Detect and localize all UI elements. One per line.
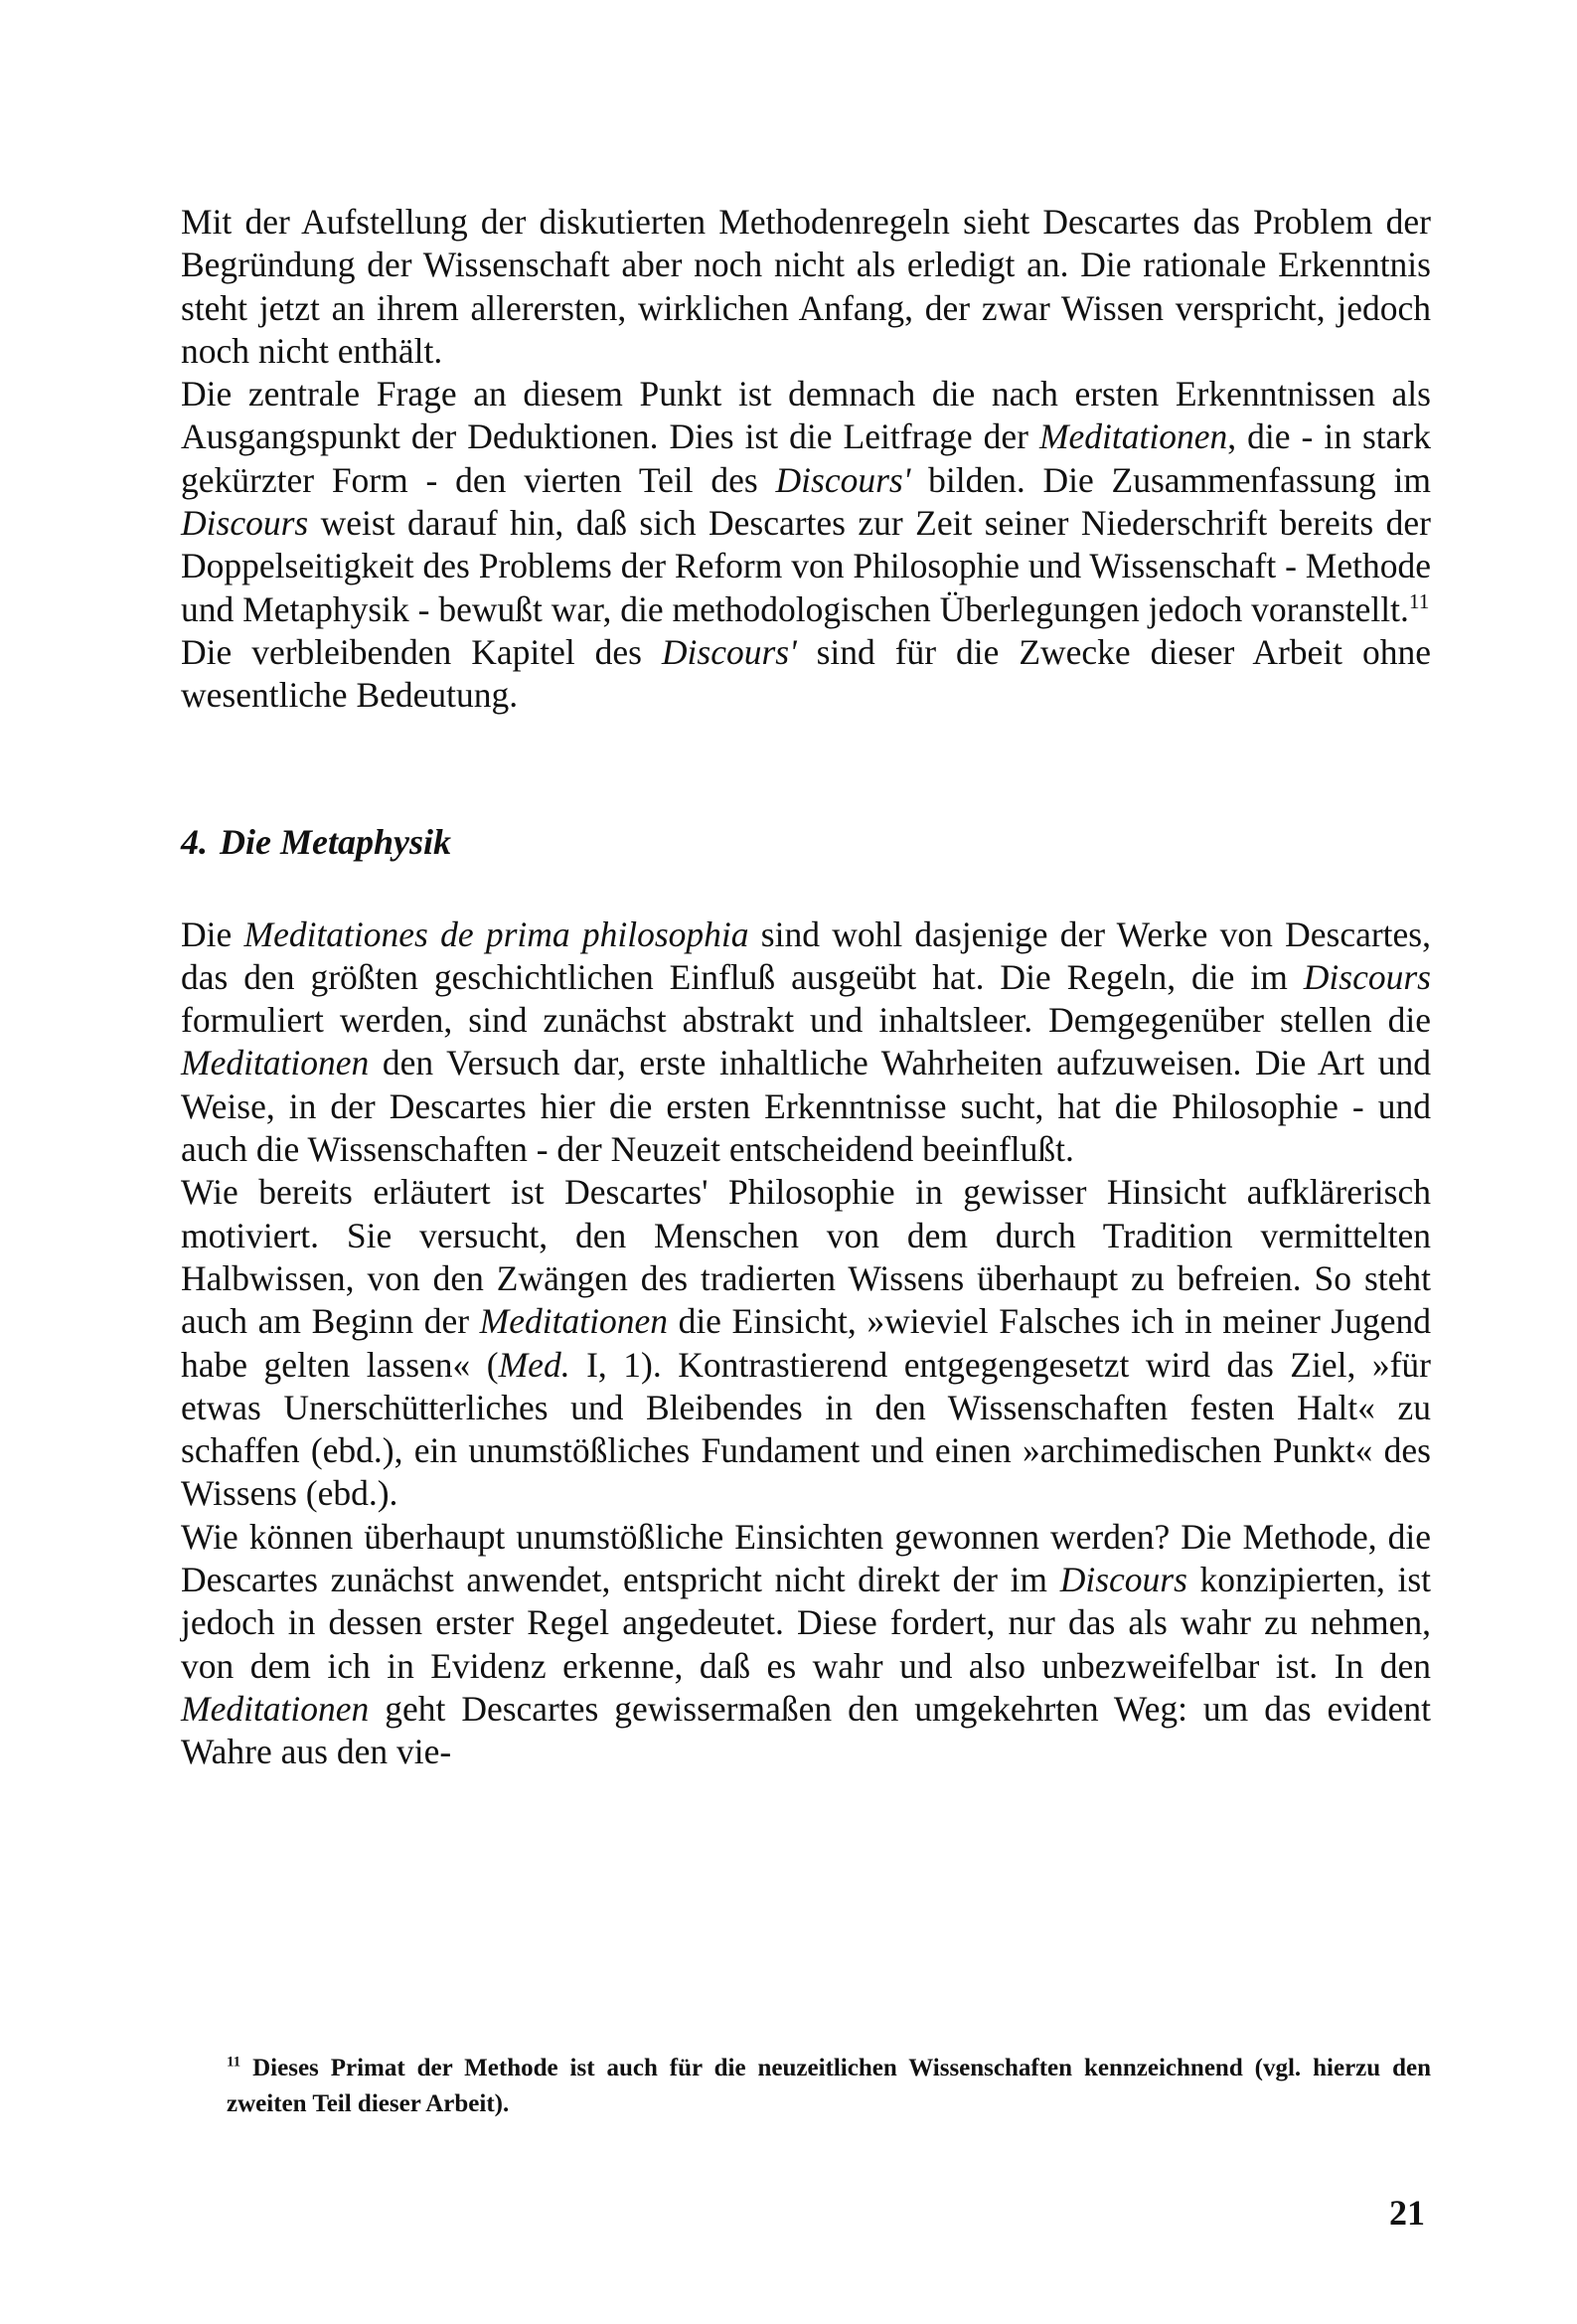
page-number: 21 — [1389, 2193, 1425, 2233]
footnote-number: 11 — [227, 2054, 241, 2071]
paragraph-3 — [181, 631, 1431, 718]
text-run: Wie können überhaupt unumstößliche Einsichten gewonnen werden? Die Methode, die Descartes zunächst anwendet, entspricht nicht direkt der im — [181, 1516, 1431, 1600]
main-text — [181, 201, 1431, 1774]
paragraph-2 — [181, 373, 1431, 631]
text-run: Mit der Aufstellung der diskutierten Methodenregeln sieht Descartes das Problem der Begründung der Wissenschaft aber noch nicht als erledigt an. Die rationale Erkenntnis steht jetzt an ihrem allerersten, wirklichen Anfang, der zwar Wissen verspricht, jedoch noch nicht enthält. — [181, 202, 1431, 371]
italic-term: Discours' — [661, 631, 797, 672]
text-run: Die — [181, 913, 244, 954]
paragraph-4 — [181, 913, 1431, 1172]
text-run: Die zentrale Frage an diesem Punkt ist demnach die nach ersten Erkenntnissen als Ausgangspunkt der Deduktionen. Dies ist die Leitfrage der — [181, 374, 1431, 457]
section-heading — [181, 820, 1431, 864]
section-title: Die Metaphysik — [220, 821, 451, 862]
text-run: die Einsicht, »wieviel Falsches ich in meiner Jugend habe gelten lassen« ( — [181, 1301, 1431, 1385]
footnote-text: Dieses Primat der Methode ist auch für die neuzeitlichen Wissenschaften kennzeichnend (vgl. hierzu den zweiten Teil dieser Arbeit). — [227, 2055, 1431, 2117]
text-run: , die - in stark gekürzter Form - den vierten Teil des — [181, 416, 1432, 500]
text-run: formuliert werden, sind zunächst abstrakt und inhaltsleer. Demgegenüber stellen die — [181, 1000, 1431, 1041]
italic-term: Meditationen — [1038, 416, 1228, 457]
italic-term: Discours — [181, 503, 309, 544]
text-run: geht Descartes gewissermaßen den umgekehrten Weg: um das evident Wahre aus den vie- — [181, 1688, 1431, 1772]
paragraph-5 — [181, 1171, 1431, 1515]
italic-term: Discours — [1303, 956, 1431, 997]
text-run: den Versuch dar, erste inhaltliche Wahrheiten aufzuweisen. Die Art und Weise, in der Descartes hier die ersten Erkenntnisse sucht, hat die Philosophie - und auch die Wissenschaften - der Neuzeit entscheidend beeinflußt. — [181, 1043, 1431, 1170]
paragraph-1 — [181, 201, 1431, 373]
text-run: bilden. Die Zusammenfassung im — [910, 459, 1431, 500]
italic-term: Discours' — [775, 459, 911, 500]
footnote-marker: 11 — [1408, 588, 1430, 613]
section-number: 4. — [181, 821, 208, 862]
text-run: Die verbleibenden Kapitel des — [181, 631, 662, 672]
text-run: I, 1). Kontrastierend entgegengesetzt wird das Ziel, »für etwas Unerschütterliches und Bleibendes in den Wissenschaften festen Halt« zu schaffen (ebd.), ein unumstößliches Fundament und einen »archimedischen Punkt« des Wissens (ebd.). — [181, 1344, 1431, 1514]
paragraph-6 — [181, 1516, 1431, 1774]
text-run: weist darauf hin, daß sich Descartes zur Zeit seiner Niederschrift bereits der Doppelseitigkeit des Problems der Reform von Philosophie und Wissenschaft - Methode und Metaphysik - bewußt war, die methodologischen Überlegungen jedoch voranstellt. — [181, 503, 1431, 629]
text-run: konzipierten, ist jedoch in dessen erster Regel angedeutet. Diese fordert, nur das als wahr zu nehmen, von dem ich in Evidenz erkenne, daß es wahr und also unbezweifelbar ist. In den — [181, 1560, 1431, 1686]
italic-term: Meditationes de prima philosophia — [243, 913, 749, 954]
italic-term: Med. — [498, 1344, 570, 1385]
text-run: Wie bereits erläutert ist Descartes' Philosophie in gewisser Hinsicht aufklärerisch motiviert. Sie versucht, den Menschen von dem durch Tradition vermittelten Halbwissen, von den Zwängen des tradierten Wissens überhaupt zu befreien. So steht auch am Beginn der — [181, 1172, 1431, 1342]
text-run: sind für die Zwecke dieser Arbeit ohne wesentliche Bedeutung. — [181, 631, 1431, 716]
italic-term: Discours — [1059, 1560, 1187, 1600]
italic-term: Meditationen — [479, 1301, 668, 1342]
italic-term: Meditationen — [181, 1688, 370, 1729]
italic-term: Meditationen — [181, 1043, 370, 1083]
footnote — [227, 2051, 1431, 2122]
text-run: sind wohl dasjenige der Werke von Descartes, das den größten geschichtlichen Einfluß ausgeübt hat. Die Regeln, die im — [181, 913, 1431, 997]
